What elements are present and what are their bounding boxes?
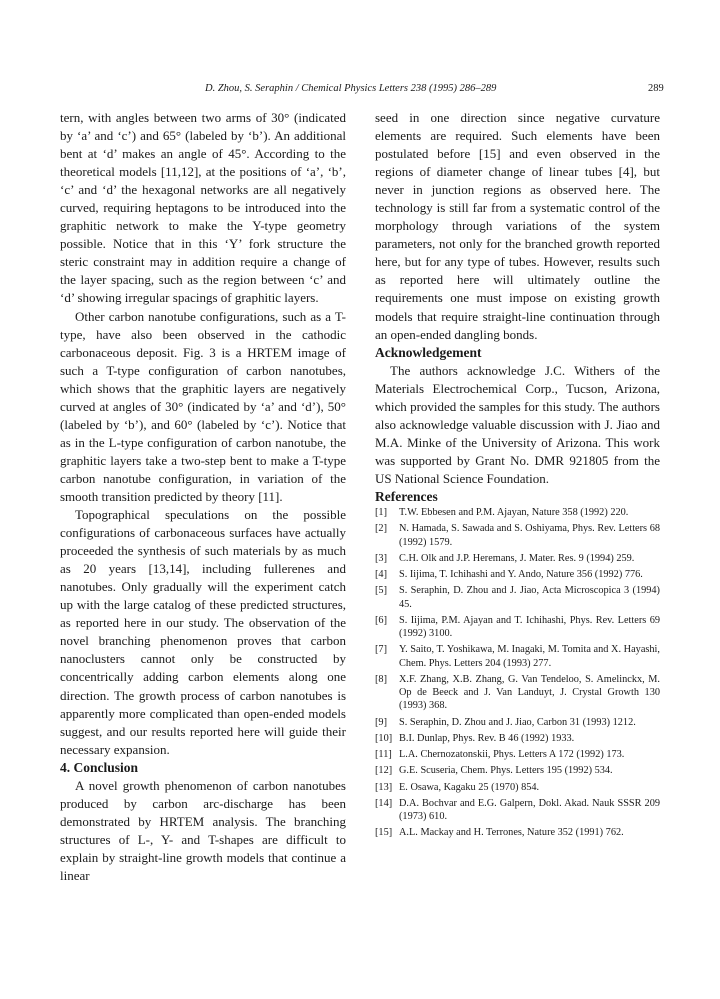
- conclusion-heading: 4. Conclusion: [60, 759, 139, 775]
- conclusion-paragraph: A novel growth phenomenon of carbon nanotubes produced by carbon arc-discharge has been demonstrated by HRTEM analysis. The branching structures of L-, Y- and T-shapes are difficult to explain by straight-line growth models that continue a linear: [60, 777, 346, 883]
- reference-item: [375, 614, 660, 641]
- reference-number: [8]: [375, 673, 388, 685]
- reference-number: [11]: [375, 749, 392, 761]
- reference-item: [375, 568, 660, 581]
- reference-text: T.W. Ebbesen and P.M. Ajayan, Nature 358 (1992) 220.: [399, 507, 629, 519]
- reference-item: [375, 506, 660, 519]
- reference-number: [12]: [375, 765, 393, 777]
- reference-number: [10]: [375, 732, 393, 744]
- body-paragraph: tern, with angles between two arms of 30° (indicated by ‘a’ and ‘c’) and 65° (labeled by ‘b’). An additional bent at ‘d’ makes an angle of 45°. According to the theoretical models [11,12], at the positions of ‘a’, ‘b’, ‘c’ and ‘d’ the hexagonal networks are all negatively curved, requiring heptagons to be introduced into the graphitic network to make the Y-type geometry possible. Notice that in this ‘Y’ fork structure the steric constraint may in addition require a change of the layer spacing, such as the region between ‘c’ and ‘d’ showing irregular spacings of graphitic layers.: [60, 110, 346, 306]
- reference-number: [4]: [375, 569, 388, 581]
- reference-text: X.F. Zhang, X.B. Zhang, G. Van Tendeloo, S. Amelinckx, M. Op de Beeck and J. Van Landuyt, J. Crystal Growth 130 (1993) 368.: [399, 673, 660, 712]
- reference-number: [15]: [375, 827, 393, 839]
- reference-item: [375, 797, 660, 824]
- reference-text: Y. Saito, T. Yoshikawa, M. Inagaki, M. Tomita and X. Hayashi, Chem. Phys. Letters 204 (1993) 277.: [399, 644, 660, 669]
- running-title: D. Zhou, S. Seraphin / Chemical Physics Letters 238 (1995) 286–289: [205, 83, 497, 94]
- body-paragraph: Other carbon nanotube configurations, such as a T-type, have also been observed in the cathodic carbonaceous deposit. Fig. 3 is a HRTEM image of such a T-type configuration of carbon nanotubes, which shows that the graphitic layers are negatively curved at angles of 30° (indicated by ‘a’ and ‘d’), 50° (labeled by ‘b’), and 60° (labeled by ‘c’). Notice that as in the L-type configuration of carbon nanotube, the graphitic layers take a two-step bent to make a T-type carbon nanotube configuration, in variation of the smooth transition predicted by theory [11].: [60, 308, 346, 504]
- running-head: [0, 83, 720, 99]
- reference-number: [3]: [375, 552, 388, 564]
- reference-number: [6]: [375, 614, 388, 626]
- reference-text: A.L. Mackay and H. Terrones, Nature 352 (1991) 762.: [399, 827, 624, 839]
- page-number: 289: [648, 83, 664, 94]
- reference-item: [375, 643, 660, 670]
- reference-text: C.H. Olk and J.P. Heremans, J. Mater. Res. 9 (1994) 259.: [399, 552, 635, 564]
- body-paragraph: Topographical speculations on the possible configurations of carbonaceous surfaces have actually proceeded the synthesis of such materials by as much as 20 years [13,14], including fullerenes and nanotubes. Only gradually will the experiment catch up with the large catalog of these predicted structures, as reported here in our study. The observation of the novel branching phenomenon proves that carbon nanoclusters cannot only be constructed by concentrically adding carbon elements along one direction. The growth process of carbon nanotubes is apparently more complicated than open-ended models suggest, and our results reported here will guide their necessary expansion.: [60, 507, 346, 757]
- body-paragraph: seed in one direction since negative curvature elements are required. Such elements have been postulated before [15] and even observed in the regions of diameter change of linear tubes [4], but never in junction regions as observed here. The technology is still far from a systematic control of the morphology through variations of the system parameters, not only for the branched growth reported here, but for any type of tubes. However, results such as reported here will ultimately outline the requirements one must impose on existing growth models that require straight-line continuation through an open-ended dangling bonds.: [375, 110, 660, 342]
- left-column: [60, 109, 346, 885]
- reference-text: L.A. Chernozatonskii, Phys. Letters A 172 (1992) 173.: [399, 749, 625, 761]
- reference-item: [375, 781, 660, 794]
- references-heading: References: [375, 488, 438, 504]
- acknowledgement-paragraph: The authors acknowledge J.C. Withers of the Materials Electrochemical Corp., Tucson, Arizona, which provided the samples for this study. The authors also acknowledge valuable discussion with J. Jiao and M.A. Minke of the University of Arizona. This work was supported by Grant No. DMR 921805 from the US National Science Foundation.: [375, 362, 660, 486]
- reference-item: [375, 522, 660, 549]
- reference-text: S. Iijima, P.M. Ajayan and T. Ichihashi, Phys. Rev. Letters 69 (1992) 3100.: [399, 614, 660, 640]
- reference-text: D.A. Bochvar and E.G. Galpern, Dokl. Akad. Nauk SSSR 209 (1973) 610.: [399, 797, 660, 823]
- reference-item: [375, 748, 660, 761]
- reference-text: S. Iijima, T. Ichihashi and Y. Ando, Nature 356 (1992) 776.: [399, 569, 643, 581]
- reference-text: N. Hamada, S. Sawada and S. Oshiyama, Phys. Rev. Letters 68 (1992) 1579.: [399, 523, 660, 548]
- reference-item: [375, 764, 660, 777]
- reference-number: [13]: [375, 781, 393, 793]
- reference-item: [375, 552, 660, 565]
- reference-number: [1]: [375, 507, 388, 519]
- reference-text: S. Seraphin, D. Zhou and J. Jiao, Carbon 31 (1993) 1212.: [399, 716, 636, 728]
- reference-number: [2]: [375, 523, 388, 535]
- right-column: [375, 109, 660, 843]
- reference-number: [7]: [375, 644, 388, 656]
- reference-text: B.I. Dunlap, Phys. Rev. B 46 (1992) 1933.: [399, 732, 575, 744]
- reference-item: [375, 826, 660, 839]
- reference-item: [375, 732, 660, 745]
- reference-number: [9]: [375, 716, 388, 728]
- reference-item: [375, 716, 660, 729]
- acknowledgement-heading: Acknowledgement: [375, 344, 482, 360]
- reference-item: [375, 584, 660, 611]
- reference-text: G.E. Scuseria, Chem. Phys. Letters 195 (1992) 534.: [399, 765, 613, 777]
- reference-list: [375, 506, 660, 840]
- reference-number: [5]: [375, 585, 388, 597]
- reference-number: [14]: [375, 797, 393, 809]
- reference-text: E. Osawa, Kagaku 25 (1970) 854.: [399, 781, 540, 793]
- reference-text: S. Seraphin, D. Zhou and J. Jiao, Acta Microscopica 3 (1994) 45.: [399, 585, 660, 610]
- reference-item: [375, 673, 660, 713]
